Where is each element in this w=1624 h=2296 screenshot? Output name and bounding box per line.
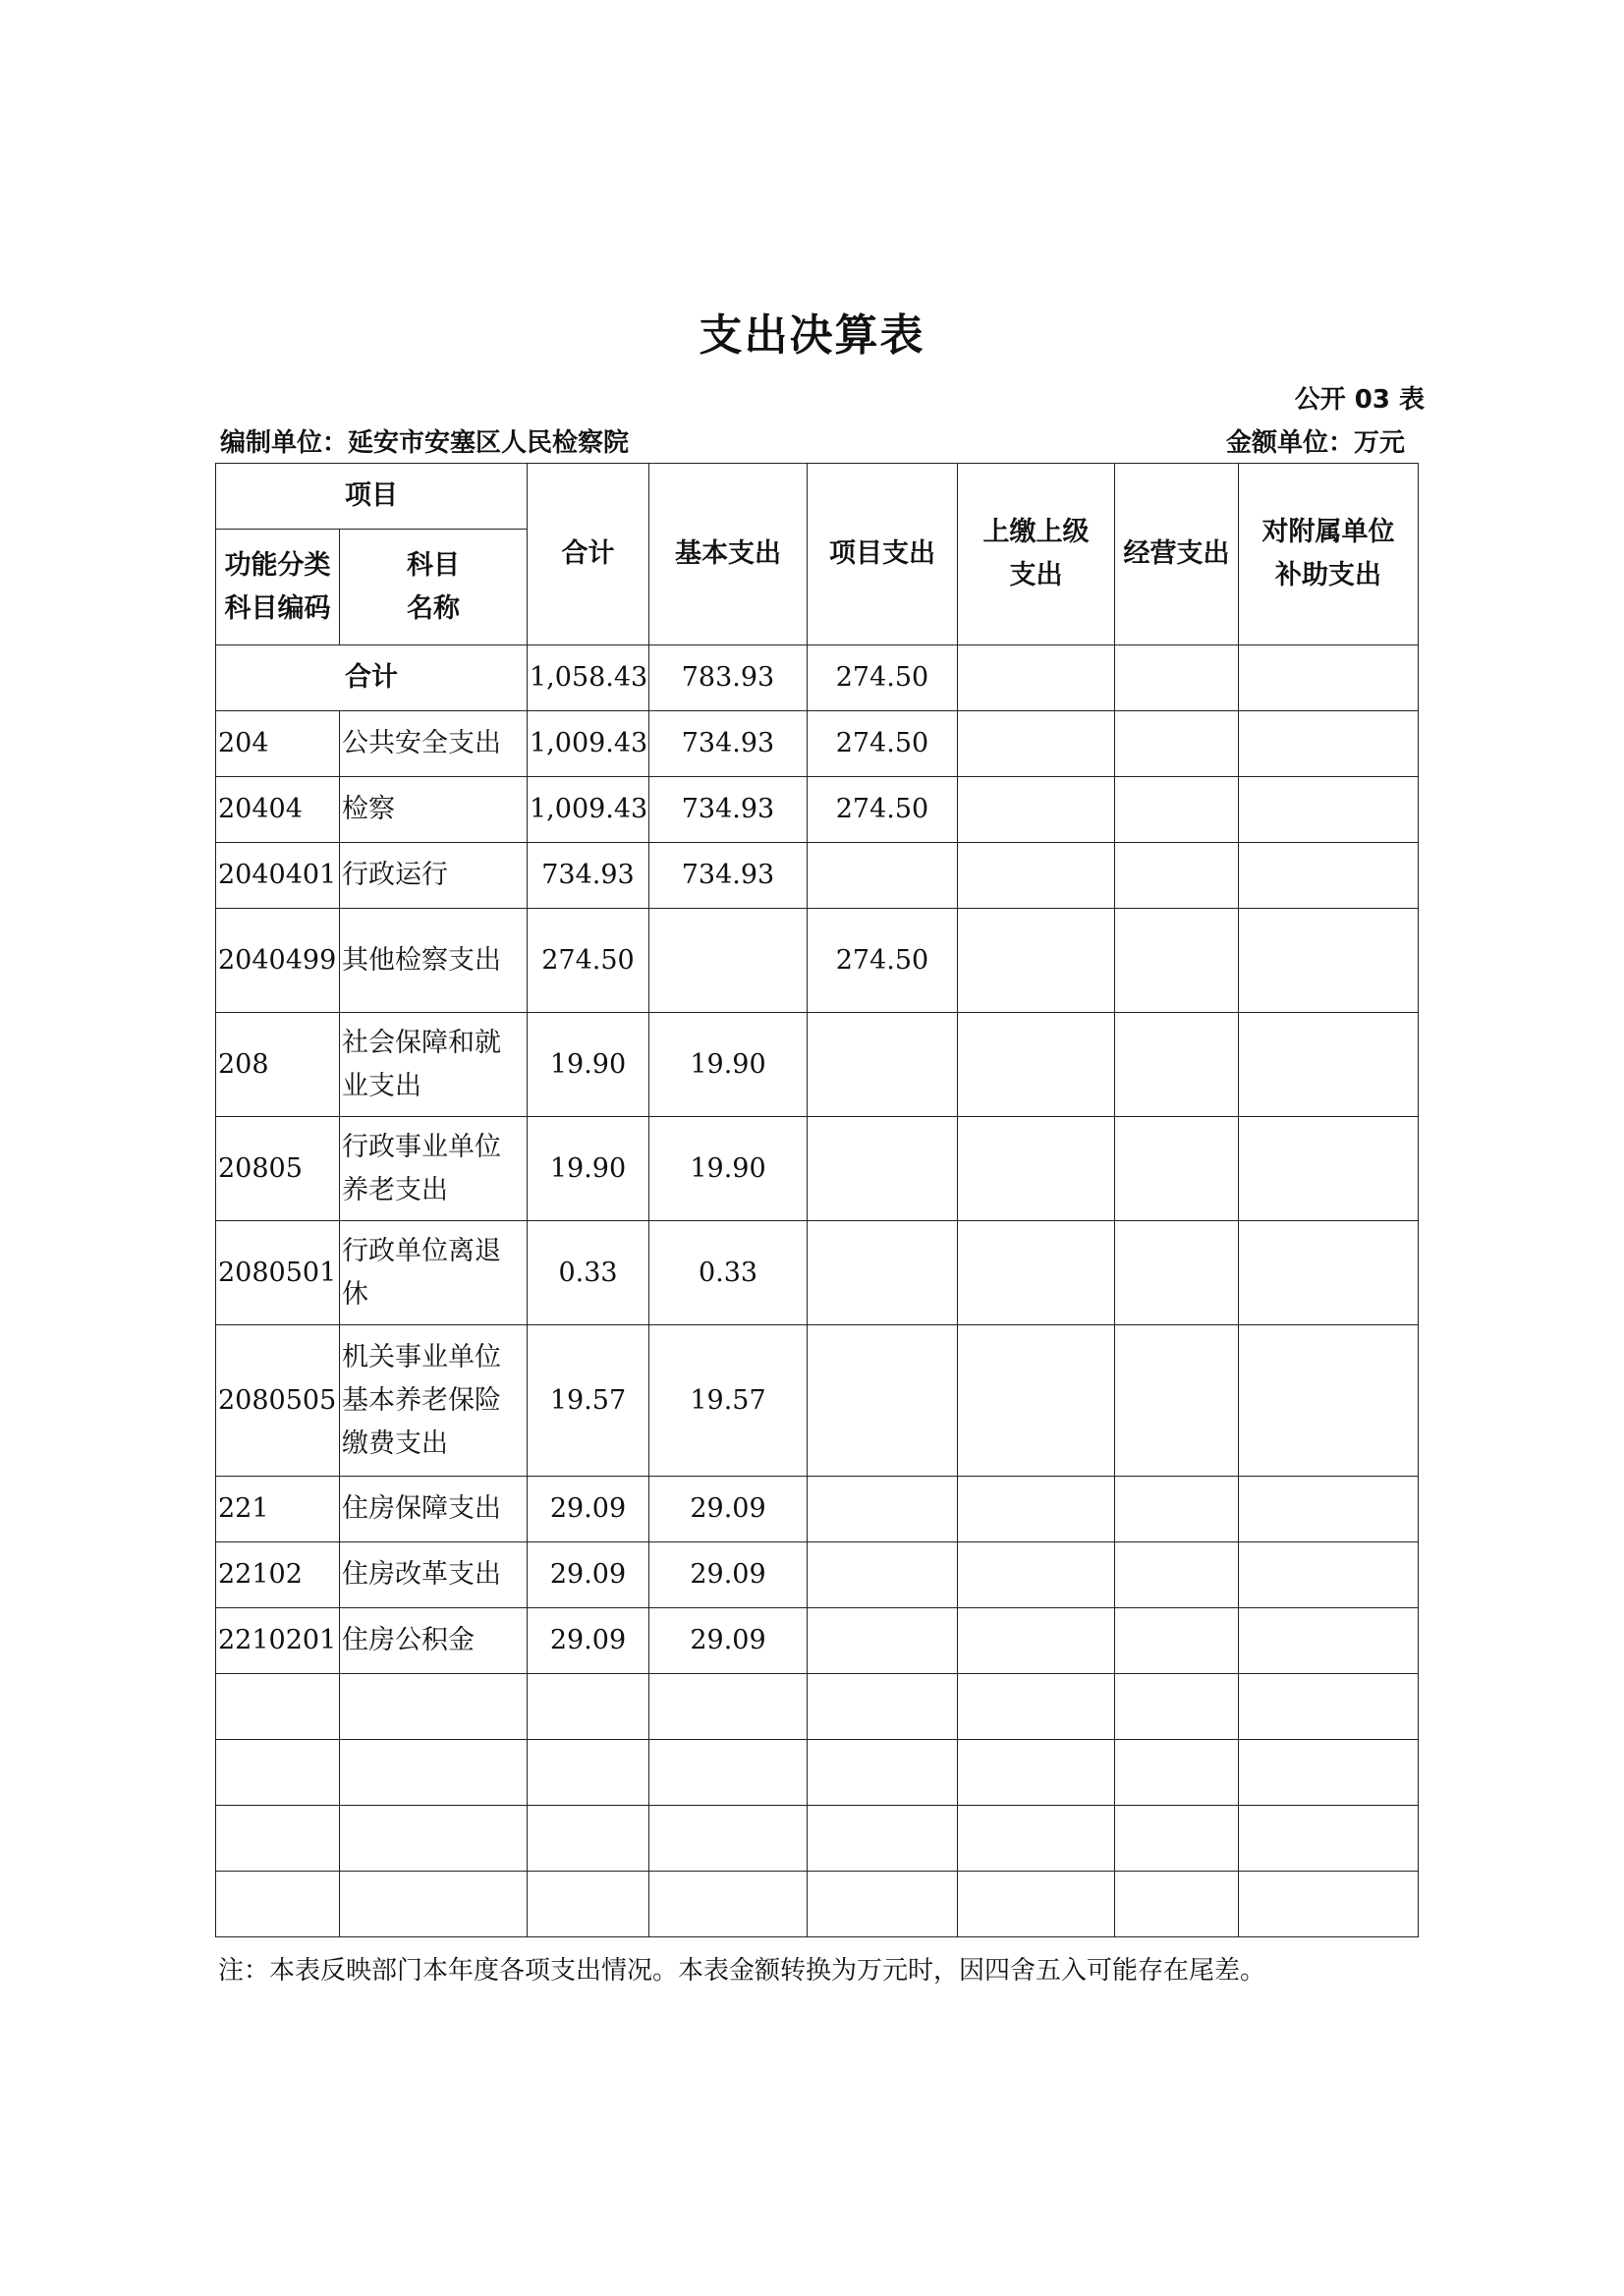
row-subsidy: [1239, 909, 1419, 1013]
empty-cell: [1239, 1806, 1419, 1872]
row-total: 19.90: [528, 1117, 649, 1221]
empty-row: [216, 1806, 1419, 1872]
row-remit: [958, 1477, 1115, 1542]
row-total: 0.33: [528, 1221, 649, 1325]
row-name-line: 住房保障支出: [342, 1493, 501, 1524]
row-code: 204: [216, 711, 340, 777]
table-header: [216, 464, 1419, 645]
compiling-unit: 编制单位：延安市安塞区人民检察院: [220, 428, 630, 458]
row-remit: [958, 777, 1115, 843]
row-name: [340, 1117, 528, 1221]
row-name-line: 行政运行: [342, 860, 448, 890]
total-row-total: 1,058.43: [528, 645, 649, 711]
empty-cell: [649, 1806, 808, 1872]
expenditure-table: [215, 463, 1419, 1937]
row-remit: [958, 909, 1115, 1013]
row-remit: [958, 711, 1115, 777]
header-func-code: [216, 530, 340, 645]
row-name: [340, 777, 528, 843]
row-basic: 29.09: [649, 1477, 808, 1542]
empty-cell: [1115, 1806, 1239, 1872]
table-row: [216, 1542, 1419, 1608]
row-name: [340, 1542, 528, 1608]
row-basic: 29.09: [649, 1542, 808, 1608]
empty-cell: [649, 1872, 808, 1937]
row-business: [1115, 1013, 1239, 1117]
header-project: 项目支出: [808, 464, 958, 645]
row-name-line: 机关事业单位: [342, 1341, 501, 1372]
table-row: [216, 1477, 1419, 1542]
row-code: 2210201: [216, 1608, 340, 1674]
row-total: 19.57: [528, 1325, 649, 1477]
row-project: [808, 1477, 958, 1542]
row-basic: 734.93: [649, 711, 808, 777]
empty-cell: [1115, 1674, 1239, 1740]
empty-cell: [1239, 1740, 1419, 1806]
row-code: 2040401: [216, 843, 340, 909]
row-business: [1115, 1542, 1239, 1608]
table-row: [216, 711, 1419, 777]
row-subsidy: [1239, 1542, 1419, 1608]
total-row-business: [1115, 645, 1239, 711]
row-remit: [958, 1117, 1115, 1221]
row-subsidy: [1239, 1221, 1419, 1325]
empty-cell: [808, 1740, 958, 1806]
row-total: 29.09: [528, 1477, 649, 1542]
row-name-line: 检察: [342, 794, 395, 824]
row-name: [340, 711, 528, 777]
row-name-line: 休: [342, 1278, 368, 1310]
row-project: 274.50: [808, 909, 958, 1013]
empty-cell: [958, 1740, 1115, 1806]
row-subsidy: [1239, 777, 1419, 843]
row-project: [808, 1117, 958, 1221]
row-name-line: 其他检察支出: [342, 944, 501, 976]
empty-cell: [528, 1674, 649, 1740]
row-name: [340, 1013, 528, 1117]
empty-cell: [1115, 1872, 1239, 1937]
row-remit: [958, 843, 1115, 909]
row-name-line: 社会保障和就: [342, 1027, 501, 1058]
row-name: [340, 1608, 528, 1674]
footnote: 注：本表反映部门本年度各项支出情况。本表金额转换为万元时，因四舍五入可能存在尾差。: [218, 1956, 1266, 1986]
empty-cell: [216, 1740, 340, 1806]
row-code: 208: [216, 1013, 340, 1117]
header-name-line1: 科目: [407, 549, 460, 581]
row-name-line: 基本养老保险: [342, 1384, 501, 1416]
table-row: [216, 909, 1419, 1013]
total-row-subsidy: [1239, 645, 1419, 711]
row-project: 274.50: [808, 711, 958, 777]
empty-cell: [340, 1674, 528, 1740]
row-basic: 0.33: [649, 1221, 808, 1325]
empty-cell: [216, 1872, 340, 1937]
empty-cell: [808, 1806, 958, 1872]
empty-cell: [808, 1872, 958, 1937]
row-project: [808, 1608, 958, 1674]
row-subsidy: [1239, 1477, 1419, 1542]
header-func-code-line2: 科目编码: [224, 592, 331, 624]
table-row: [216, 777, 1419, 843]
empty-cell: [340, 1740, 528, 1806]
empty-cell: [649, 1740, 808, 1806]
row-total: 274.50: [528, 909, 649, 1013]
table-row: [216, 843, 1419, 909]
row-name-line: 住房公积金: [342, 1625, 475, 1655]
row-name-line: 住房改革支出: [342, 1559, 501, 1590]
header-subsidy: [1239, 464, 1419, 645]
header-name: [340, 530, 528, 645]
row-business: [1115, 777, 1239, 843]
total-row-remit: [958, 645, 1115, 711]
row-remit: [958, 1542, 1115, 1608]
header-subsidy-line1: 对附属单位: [1261, 517, 1395, 547]
empty-cell: [1239, 1674, 1419, 1740]
row-subsidy: [1239, 711, 1419, 777]
row-name: [340, 1477, 528, 1542]
row-business: [1115, 1117, 1239, 1221]
empty-cell: [1239, 1872, 1419, 1937]
row-total: 1,009.43: [528, 711, 649, 777]
total-row-basic: 783.93: [649, 645, 808, 711]
header-name-line2: 名称: [407, 592, 460, 624]
empty-cell: [340, 1806, 528, 1872]
row-project: [808, 1325, 958, 1477]
row-subsidy: [1239, 843, 1419, 909]
row-code: 22102: [216, 1542, 340, 1608]
table-row: [216, 1117, 1419, 1221]
total-row: [216, 645, 1419, 711]
row-name-line: 养老支出: [342, 1174, 448, 1205]
row-subsidy: [1239, 1608, 1419, 1674]
row-remit: [958, 1325, 1115, 1477]
row-subsidy: [1239, 1117, 1419, 1221]
row-subsidy: [1239, 1325, 1419, 1477]
row-name: [340, 843, 528, 909]
page-title: 支出决算表: [699, 310, 925, 361]
row-business: [1115, 1608, 1239, 1674]
row-code: 2080505: [216, 1325, 340, 1477]
row-basic: 734.93: [649, 777, 808, 843]
empty-row: [216, 1872, 1419, 1937]
row-name: [340, 1325, 528, 1477]
header-total: 合计: [528, 464, 649, 645]
empty-cell: [216, 1674, 340, 1740]
row-code: 221: [216, 1477, 340, 1542]
table-body: [216, 645, 1419, 1937]
empty-cell: [528, 1806, 649, 1872]
row-basic: 19.90: [649, 1013, 808, 1117]
row-basic: 29.09: [649, 1608, 808, 1674]
row-total: 19.90: [528, 1013, 649, 1117]
row-name-line: 行政单位离退: [342, 1235, 501, 1266]
empty-cell: [808, 1674, 958, 1740]
empty-cell: [1115, 1740, 1239, 1806]
row-business: [1115, 843, 1239, 909]
row-basic: 19.90: [649, 1117, 808, 1221]
row-name: [340, 1221, 528, 1325]
row-business: [1115, 711, 1239, 777]
row-business: [1115, 1221, 1239, 1325]
empty-cell: [958, 1674, 1115, 1740]
header-remit: [958, 464, 1115, 645]
empty-row: [216, 1740, 1419, 1806]
row-code: 20404: [216, 777, 340, 843]
empty-cell: [216, 1806, 340, 1872]
empty-cell: [958, 1806, 1115, 1872]
empty-cell: [340, 1872, 528, 1937]
row-remit: [958, 1013, 1115, 1117]
table-row: [216, 1221, 1419, 1325]
row-total: 29.09: [528, 1542, 649, 1608]
row-project: [808, 1221, 958, 1325]
table-row: [216, 1013, 1419, 1117]
total-row-label: 合计: [216, 645, 528, 711]
row-project: [808, 1013, 958, 1117]
currency-unit: 金额单位：万元: [1225, 428, 1405, 458]
row-project: 274.50: [808, 777, 958, 843]
table-row: [216, 1325, 1419, 1477]
header-business: 经营支出: [1115, 464, 1239, 645]
header-item: 项目: [216, 464, 528, 530]
row-business: [1115, 1325, 1239, 1477]
row-name: [340, 909, 528, 1013]
row-business: [1115, 909, 1239, 1013]
header-remit-line1: 上缴上级: [982, 517, 1090, 547]
header-remit-line2: 支出: [1009, 560, 1063, 590]
empty-cell: [528, 1740, 649, 1806]
row-basic: 734.93: [649, 843, 808, 909]
empty-cell: [649, 1674, 808, 1740]
row-code: 20805: [216, 1117, 340, 1221]
row-name-line: 业支出: [342, 1070, 421, 1101]
row-business: [1115, 1477, 1239, 1542]
header-subsidy-line2: 补助支出: [1275, 560, 1381, 590]
row-remit: [958, 1221, 1115, 1325]
header-func-code-line1: 功能分类: [224, 549, 331, 581]
empty-cell: [528, 1872, 649, 1937]
empty-cell: [958, 1872, 1115, 1937]
row-project: [808, 843, 958, 909]
row-basic: 19.57: [649, 1325, 808, 1477]
row-code: 2040499: [216, 909, 340, 1013]
row-total: 1,009.43: [528, 777, 649, 843]
row-project: [808, 1542, 958, 1608]
row-code: 2080501: [216, 1221, 340, 1325]
row-total: 29.09: [528, 1608, 649, 1674]
row-name-line: 行政事业单位: [342, 1131, 501, 1162]
total-row-project: 274.50: [808, 645, 958, 711]
row-name-line: 公共安全支出: [342, 728, 501, 758]
table-row: [216, 1608, 1419, 1674]
empty-row: [216, 1674, 1419, 1740]
row-subsidy: [1239, 1013, 1419, 1117]
row-remit: [958, 1608, 1115, 1674]
row-name-line: 缴费支出: [342, 1428, 448, 1459]
form-code: 公开 03 表: [1294, 385, 1425, 415]
row-basic: [649, 909, 808, 1013]
row-total: 734.93: [528, 843, 649, 909]
header-basic: 基本支出: [649, 464, 808, 645]
